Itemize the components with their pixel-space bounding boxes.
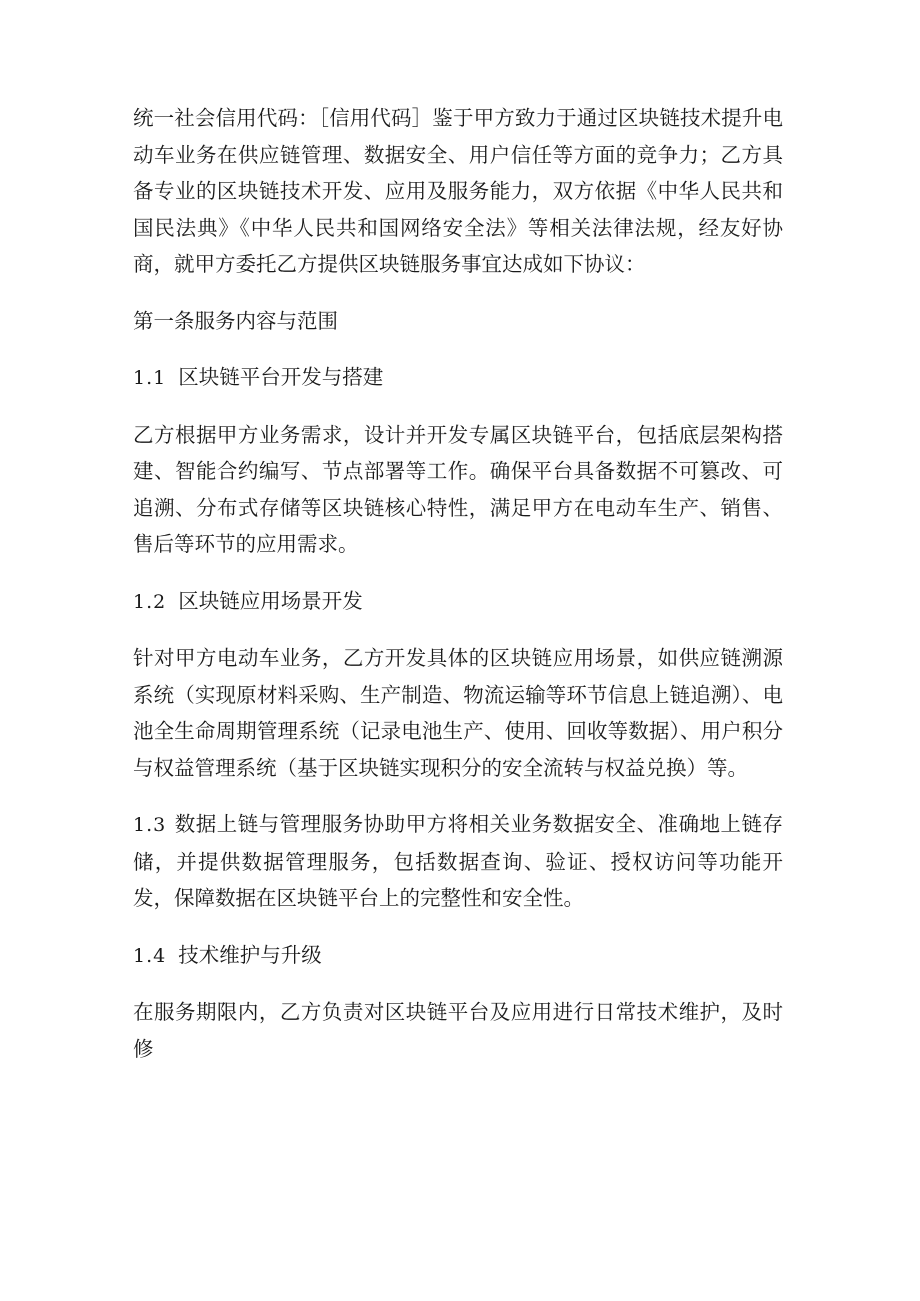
section-1-4-heading (133, 937, 783, 975)
section-1-4-body: 在服务期限内，乙方负责对区块链平台及应用进行日常技术维护，及时修 (133, 1000, 783, 1061)
document-body (133, 100, 783, 1087)
section-title: 区块链平台开发与搭建 (178, 365, 384, 389)
section-1-1-heading (133, 359, 783, 397)
section-number: 1.3 (133, 814, 167, 836)
section-number: 1.4 (133, 944, 167, 967)
section-1-2-body: 针对甲方电动车业务，乙方开发具体的区块链应用场景，如供应链溯源系统（实现原材料采购、生产制造、物流运输等环节信息上链追溯）、电池全生命周期管理系统（记录电池生产、使用、回收等数据）、用户积分与权益管理系统（基于区块链实现积分的安全流转与权益兑换）等。 (133, 646, 783, 780)
section-1-2-heading (133, 583, 783, 621)
intro-paragraph: 统一社会信用代码：［信用代码］鉴于甲方致力于通过区块链技术提升电动车业务在供应链管理、数据安全、用户信任等方面的竞争力；乙方具备专业的区块链技术开发、应用及服务能力，双方依据《中华人民共和国民法典》《中华人民共和国网络安全法》等相关法律法规，经友好协商，就甲方委托乙方提供区块链服务事宜达成如下协议： (133, 106, 783, 276)
article-1-title: 第一条服务内容与范围 (133, 308, 338, 333)
section-number: 1.2 (133, 590, 167, 613)
section-title: 区块链应用场景开发 (178, 588, 363, 613)
section-1-1-body: 乙方根据甲方业务需求，设计并开发专属区块链平台，包括底层架构搭建、智能合约编写、节点部署等工作。确保平台具备数据不可篡改、可追溯、分布式存储等区块链核心特性，满足甲方在电动车生产、销售、售后等环节的应用需求。 (133, 422, 783, 556)
section-title: 技术维护与升级 (178, 942, 322, 967)
section-text: 数据上链与管理服务协助甲方将相关业务数据安全、准确地上链存储，并提供数据管理服务，包括数据查询、验证、授权访问等功能开发，保障数据在区块链平台上的完整性和安全性。 (133, 812, 783, 910)
section-1-3-paragraph (133, 806, 783, 917)
section-number: 1.1 (133, 367, 167, 389)
